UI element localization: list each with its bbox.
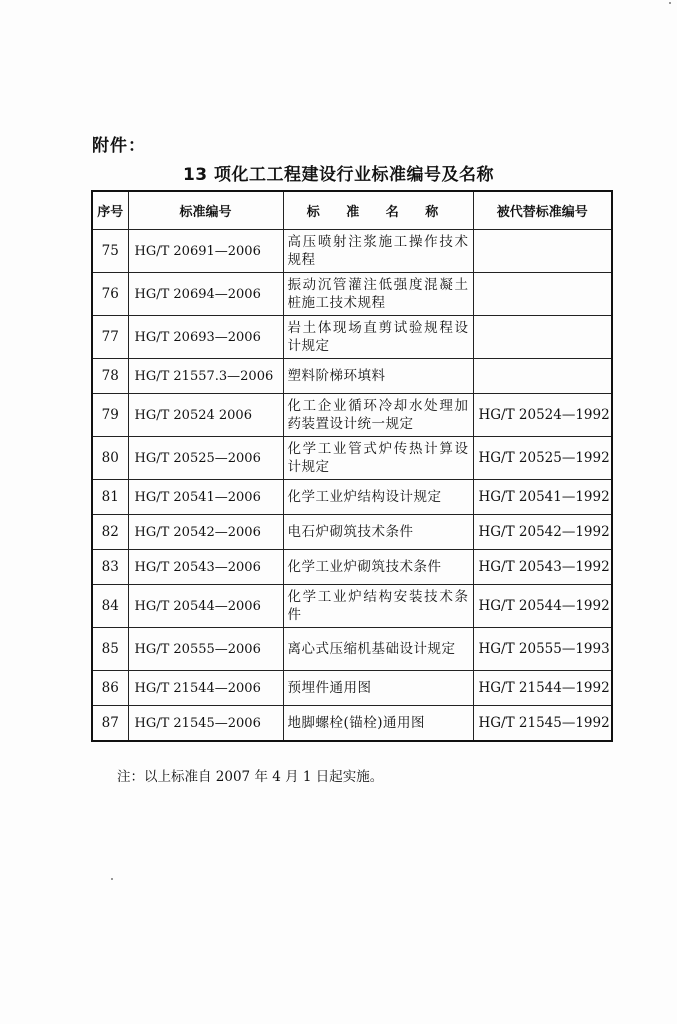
table-row [92, 437, 612, 480]
row-code: HG/T 20525—2006 [128, 437, 283, 480]
row-name: 电石炉砌筑技术条件 [283, 515, 473, 550]
scan-speck [669, 2, 671, 4]
row-no: 84 [92, 585, 128, 628]
row-code: HG/T 21557.3—2006 [128, 359, 283, 394]
table-row [92, 230, 612, 273]
row-name: 高压喷射注浆施工操作技术规程 [283, 230, 473, 273]
row-name: 塑料阶梯环填料 [283, 359, 473, 394]
row-name: 岩土体现场直剪试验规程设计规定 [283, 316, 473, 359]
row-replaced: HG/T 20524—1992 [473, 394, 612, 437]
row-code: HG/T 20542—2006 [128, 515, 283, 550]
table-row [92, 480, 612, 515]
row-code: HG/T 20524 2006 [128, 394, 283, 437]
table-row [92, 628, 612, 671]
header-name: 标 准 名 称 [283, 191, 473, 230]
row-replaced [473, 230, 612, 273]
row-name: 振动沉管灌注低强度混凝土桩施工技术规程 [283, 273, 473, 316]
row-replaced [473, 316, 612, 359]
row-name: 化学工业炉结构设计规定 [283, 480, 473, 515]
row-name: 化学工业炉砌筑技术条件 [283, 550, 473, 585]
row-no: 76 [92, 273, 128, 316]
row-replaced: HG/T 21544—1992 [473, 671, 612, 706]
row-code: HG/T 20544—2006 [128, 585, 283, 628]
attachment-label: 附件： [92, 136, 146, 156]
row-code: HG/T 20555—2006 [128, 628, 283, 671]
footnote: 注：以上标准自 2007 年 4 月 1 日起实施。 [117, 769, 384, 785]
row-code: HG/T 21545—2006 [128, 706, 283, 742]
row-no: 81 [92, 480, 128, 515]
row-no: 86 [92, 671, 128, 706]
row-replaced: HG/T 20525—1992 [473, 437, 612, 480]
row-no: 83 [92, 550, 128, 585]
table-header-row [92, 191, 612, 230]
row-name: 化工企业循环冷却水处理加药装置设计统一规定 [283, 394, 473, 437]
header-code: 标准编号 [128, 191, 283, 230]
header-no: 序号 [92, 191, 128, 230]
row-replaced: HG/T 20543—1992 [473, 550, 612, 585]
row-name: 预埋件通用图 [283, 671, 473, 706]
row-replaced [473, 359, 612, 394]
row-code: HG/T 20693—2006 [128, 316, 283, 359]
row-replaced: HG/T 20542—1992 [473, 515, 612, 550]
table-row [92, 585, 612, 628]
standards-table [91, 190, 613, 742]
table-row [92, 273, 612, 316]
table-row [92, 394, 612, 437]
row-no: 79 [92, 394, 128, 437]
row-code: HG/T 20694—2006 [128, 273, 283, 316]
row-code: HG/T 20691—2006 [128, 230, 283, 273]
row-no: 85 [92, 628, 128, 671]
row-code: HG/T 21544—2006 [128, 671, 283, 706]
table-row [92, 550, 612, 585]
scan-speck [111, 878, 113, 880]
row-replaced: HG/T 20544—1992 [473, 585, 612, 628]
row-no: 78 [92, 359, 128, 394]
row-replaced [473, 273, 612, 316]
row-replaced: HG/T 21545—1992 [473, 706, 612, 742]
row-no: 82 [92, 515, 128, 550]
header-replaced: 被代替标准编号 [473, 191, 612, 230]
document-title: 13 项化工工程建设行业标准编号及名称 [182, 165, 495, 185]
row-name: 地脚螺栓(锚栓)通用图 [283, 706, 473, 742]
row-name: 化学工业炉结构安装技术条件 [283, 585, 473, 628]
row-replaced: HG/T 20541—1992 [473, 480, 612, 515]
row-code: HG/T 20541—2006 [128, 480, 283, 515]
table-row [92, 316, 612, 359]
table-row [92, 671, 612, 706]
row-no: 75 [92, 230, 128, 273]
row-name: 化学工业管式炉传热计算设计规定 [283, 437, 473, 480]
row-no: 80 [92, 437, 128, 480]
table-row [92, 515, 612, 550]
row-name: 离心式压缩机基础设计规定 [283, 628, 473, 671]
row-no: 77 [92, 316, 128, 359]
row-replaced: HG/T 20555—1993 [473, 628, 612, 671]
table-row [92, 706, 612, 742]
row-code: HG/T 20543—2006 [128, 550, 283, 585]
row-no: 87 [92, 706, 128, 742]
table-row [92, 359, 612, 394]
